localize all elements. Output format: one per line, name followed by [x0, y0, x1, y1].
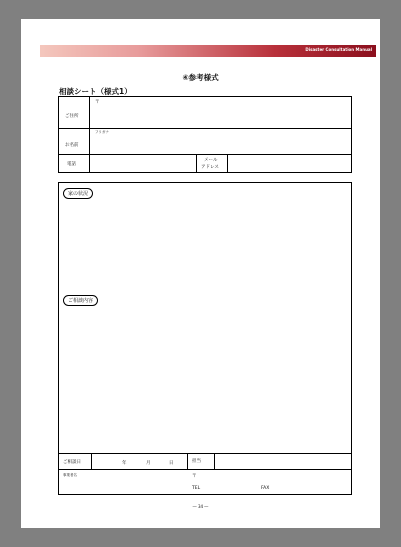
section-title: ④参考様式 — [182, 73, 219, 82]
date-row-bottom — [58, 469, 352, 470]
phone-label: 電話 — [67, 162, 76, 167]
fax-label: FAX — [261, 486, 270, 491]
date-label: ご相談日 — [63, 460, 81, 465]
form-title: 相談シート（様式1） — [59, 87, 132, 96]
date-row-top — [58, 453, 352, 454]
consultation-label: ご相談内容 — [63, 295, 98, 306]
house-status-label: 家の状況 — [63, 188, 93, 199]
business-postal-mark: 〒 — [192, 474, 197, 479]
label-column-divider — [89, 96, 90, 173]
furigana-label: フリガナ — [95, 130, 109, 134]
name-label: お名前 — [65, 143, 79, 148]
document-page — [21, 19, 380, 528]
month-label: 月 — [146, 461, 151, 466]
business-name-label: 事業者名 — [63, 473, 77, 477]
page-number: ― 34 ― — [192, 504, 209, 509]
year-label: 年 — [122, 461, 127, 466]
manual-title: Disaster Consultation Manual — [305, 47, 372, 52]
date-label-divider — [91, 453, 92, 469]
day-label: 日 — [169, 461, 174, 466]
counselor-label-divider — [214, 453, 215, 469]
main-content-box — [58, 182, 352, 495]
address-postal-mark: 〒 — [95, 100, 100, 105]
tel-label: TEL — [192, 486, 201, 491]
phone-email-divider-2 — [227, 154, 228, 173]
address-label: ご住所 — [65, 114, 79, 119]
row-divider-1 — [58, 128, 352, 129]
row-divider-2 — [58, 154, 352, 155]
date-counselor-divider — [187, 453, 188, 469]
email-label-line1: メール — [204, 158, 218, 163]
counselor-label: 担当 — [192, 459, 201, 464]
phone-email-divider-1 — [196, 154, 197, 173]
header-banner — [40, 45, 376, 57]
email-label-line2: アドレス — [201, 165, 219, 170]
